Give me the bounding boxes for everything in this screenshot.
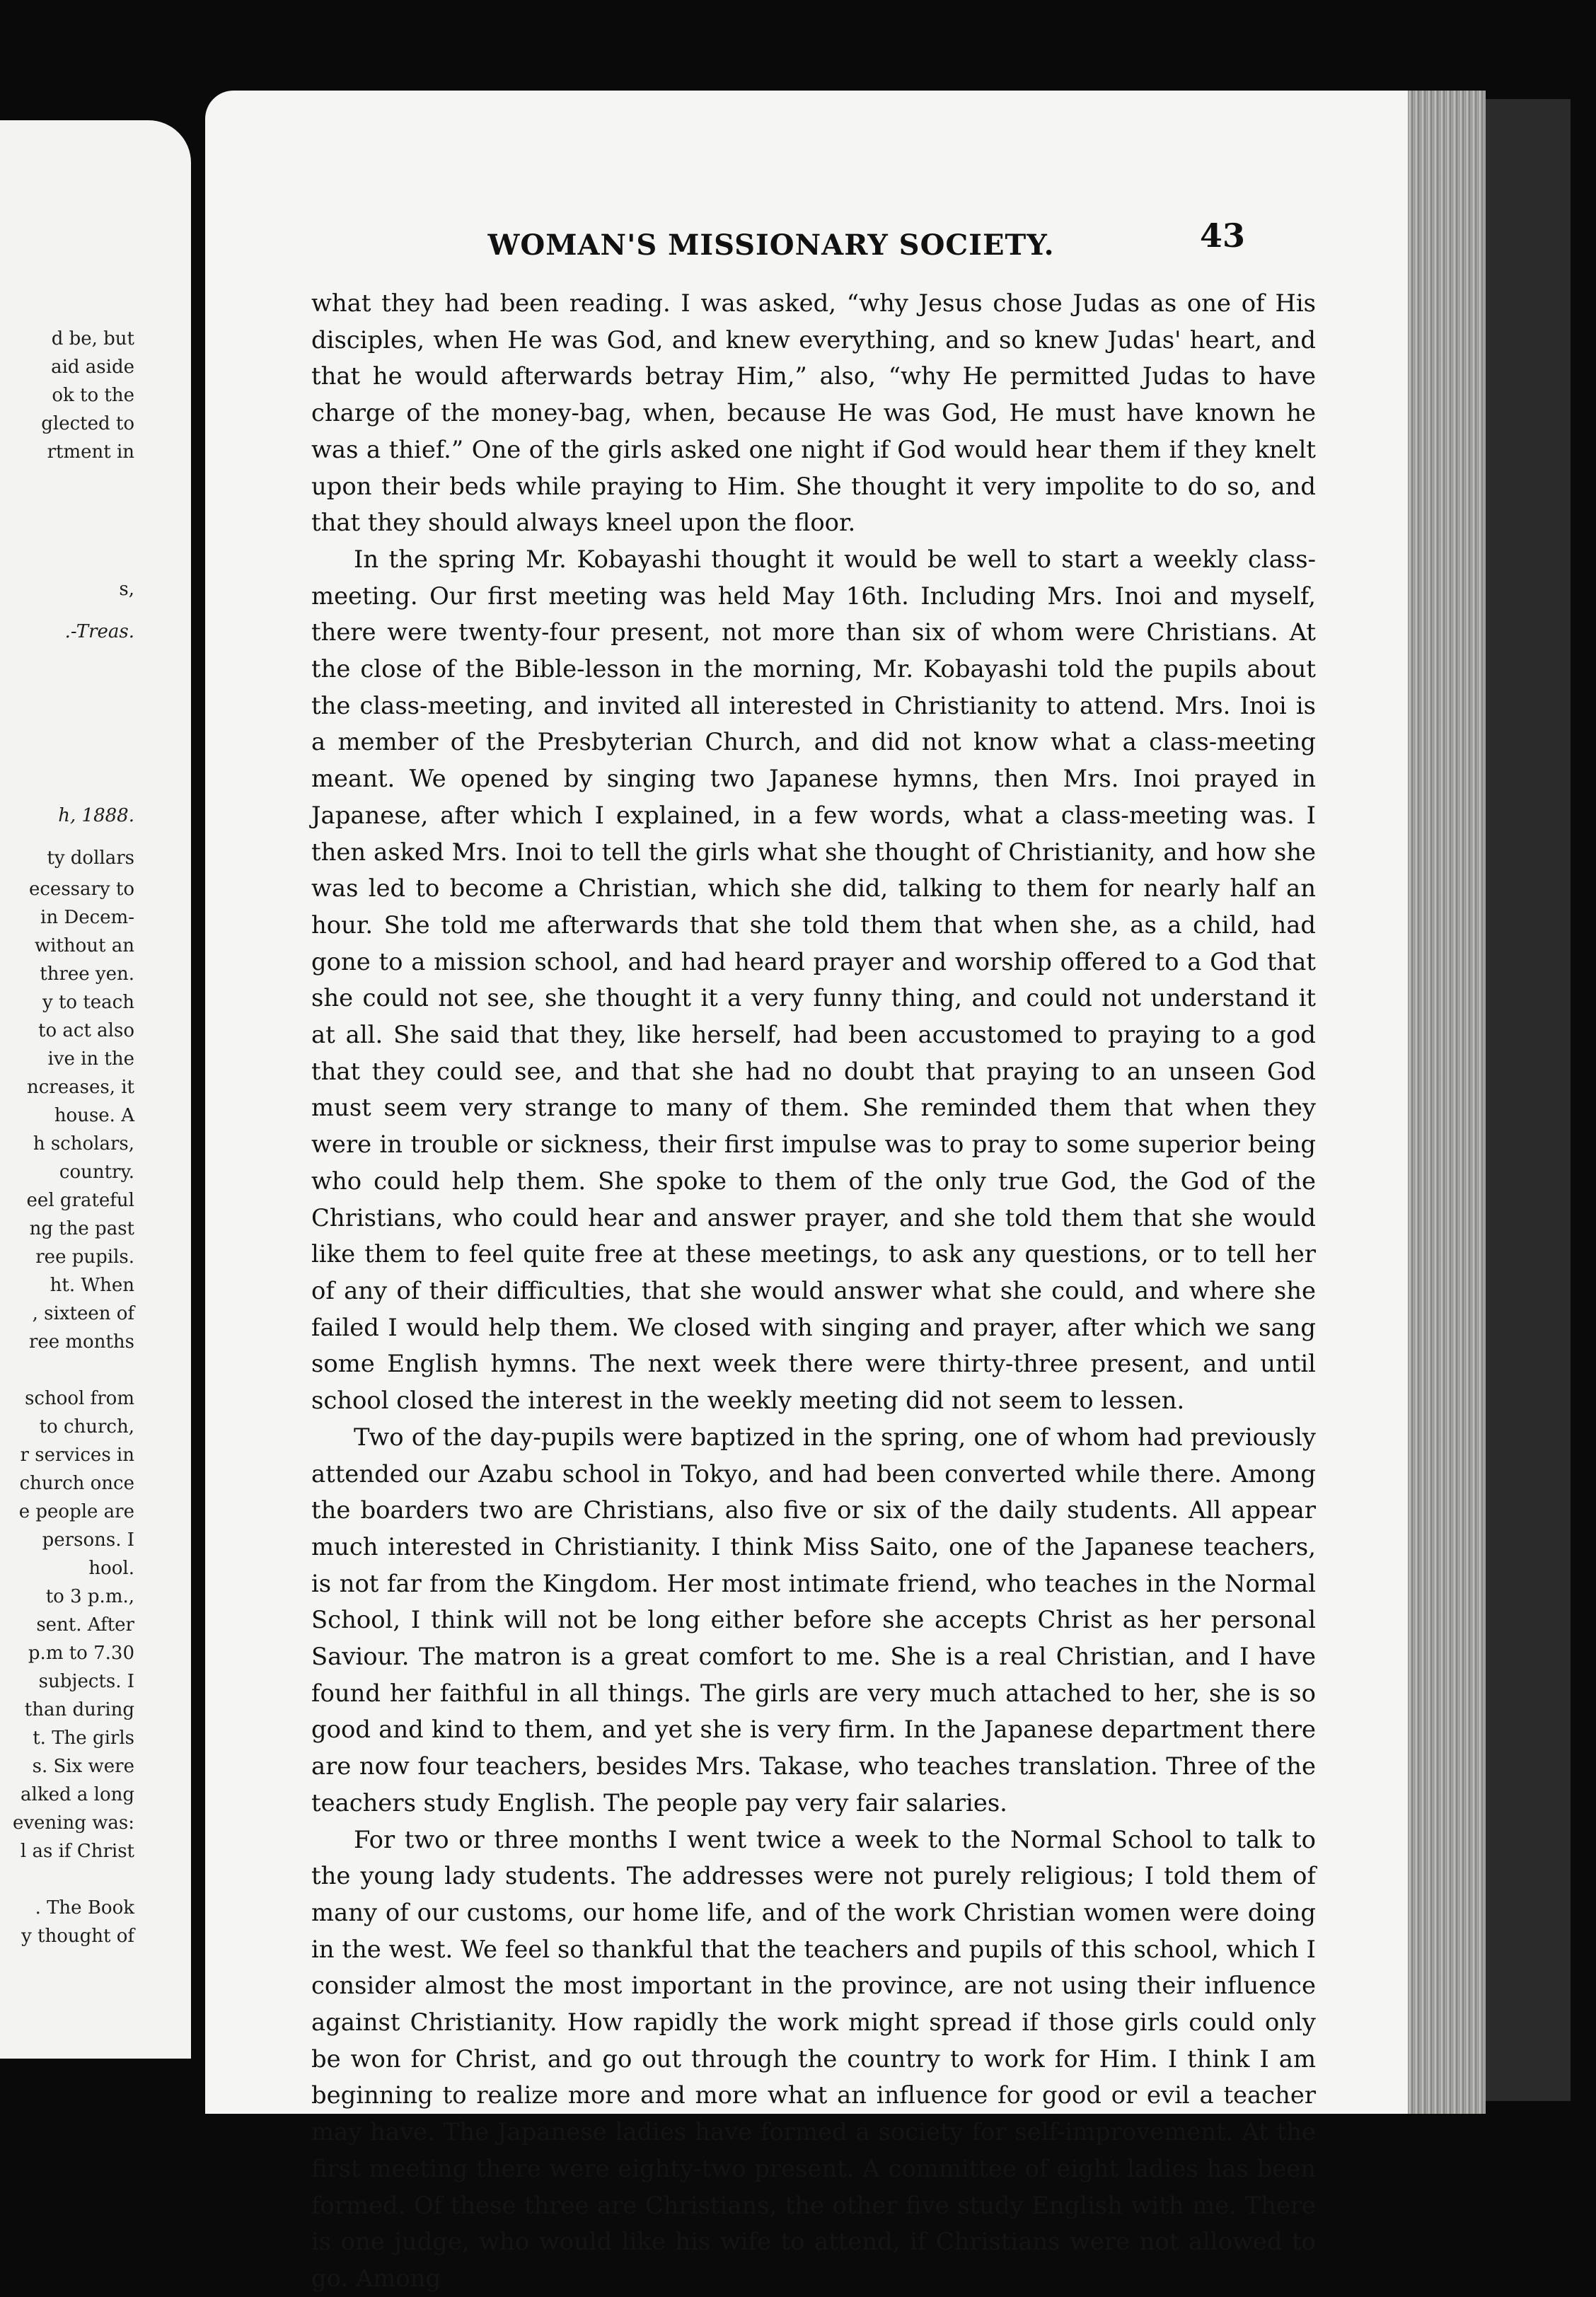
page-number: 43 (1199, 216, 1245, 255)
facing-line: school from (25, 1388, 134, 1409)
body-text (311, 285, 1316, 2297)
paragraph: For two or three months I went twice a week to the Normal School to talk to the young lady students. The addresses were not purely religious; I told them of many of our customs, our home life, and of the work Christian women were doing in the west. We feel so thankful that the teachers and pupils of this school, which I consider almost the most important in the province, are not using their influence against Christianity. How rapidly the work might spread if those girls could only be won for Christ, and go out through the country to work for Him. I think I am beginning to realize more and more what an influence for good or evil a teacher may have. The Japanese ladies have formed a society for self-improvement. At the first meeting there were eighty-two present. A committee of eight ladies has been formed. Of these three are Christians, the other five study English with me. There is one judge, who would like his wife to attend, if Christians were not allowed to go. Among (311, 1825, 1316, 2292)
facing-line: ht. When (50, 1275, 134, 1296)
facing-line: h scholars, (33, 1133, 134, 1155)
facing-line: glected to (41, 413, 134, 434)
facing-line: p.m to 7.30 (28, 1643, 134, 1664)
facing-line: ive in the (47, 1048, 134, 1070)
facing-line: three yen. (40, 964, 134, 985)
paragraph: In the spring Mr. Kobayashi thought it would be well to start a weekly class-meeting. Our first meeting was held May 16th. Including Mrs. Inoi and myself, there were twenty-four present, not more than six of whom were Christians. At the close of the Bible-lesson in the morning, Mr. Kobayashi told the pupils about the class-meeting, and invited all interested in Christianity to attend. Mrs. Inoi is a member of the Presbyterian Church, and did not know what a class-meeting meant. We opened by singing two Japanese hymns, then Mrs. Inoi prayed in Japanese, after which I explained, in a few words, what a class-meeting was. I then asked Mrs. Inoi to tell the girls what she thought of Christianity, and how she was led to become a Christian, which she did, talking to them for nearly half an hour. She told me afterwards that she told them that when she, as a child, had gone to a mission school, and had heard prayer and worship offered to a God that she could not see, she thought it a very funny thing, and could not understand it at all. She said that they, like herself, had been accustomed to praying to a god that they could see, and that she had no doubt that praying to an unseen God must seem very strange to many of them. She reminded them that when they were in trouble or sickness, their first impulse was to pray to some superior being who could help them. She spoke to them of the only true God, the God of the Christians, who could hear and answer prayer, and she told them that she would like them to feel quite free at these meetings, to ask any questions, or to tell her of any of their difficulties, that she would answer what she could, and where she failed I would help them. We closed with singing and prayer, after which we sang some English hymns. The next week there were thirty-three present, and until school closed the interest in the weekly meeting did not seem to lessen. (311, 545, 1316, 1415)
paragraph: what they had been reading. I was asked, “why Jesus chose Judas as one of His disciples, when He was God, and knew everything, and so knew Judas' heart, and that he would afterwards betray Him,” also, “why He permitted Judas to have charge of the money-bag, when, because He was God, He must have known he was a thief.” One of the girls asked one night if God would hear them if they knelt upon their beds while praying to Him. She thought it very impolite to do so, and that they should always kneel upon the floor. (311, 289, 1316, 537)
facing-line: country. (59, 1162, 134, 1183)
running-head: WOMAN'S MISSIONARY SOCIETY. (487, 228, 1055, 262)
paragraph: Two of the day-pupils were baptized in the spring, one of whom had previously attended our Azabu school in Tokyo, and had been converted while there. Among the boarders two are Christians, also five or six of the daily students. All appear much interested in Christianity. I think Miss Saito, one of the Japanese teachers, is not far from the Kingdom. Her most intimate friend, who teaches in the Normal School, I think will not be long either before she accepts Christ as her personal Saviour. The matron is a great comfort to me. She is a real Christian, and I have found her faithful in all things. The girls are very much attached to her, she is so good and kind to them, and yet she is very firm. In the Japanese department there are now four teachers, besides Mrs. Takase, who teaches translation. Three of the teachers study English. The people pay very fair salaries. (311, 1423, 1316, 1817)
facing-line: without an (34, 935, 134, 956)
facing-line: ree pupils. (35, 1246, 134, 1268)
facing-line: y thought of (21, 1926, 134, 1947)
facing-line: h, 1888. (58, 805, 134, 826)
facing-line: alked a long (21, 1784, 134, 1805)
facing-line: s. Six were (32, 1756, 134, 1777)
facing-line: y to teach (42, 992, 134, 1013)
facing-line: , sixteen of (32, 1303, 134, 1324)
facing-line: e people are (18, 1501, 134, 1522)
facing-line: aid aside (51, 357, 134, 378)
book-cover-edge (1486, 99, 1571, 2101)
facing-line: subjects. I (38, 1671, 134, 1692)
facing-line: l as if Christ (20, 1841, 134, 1862)
facing-line: ty dollars (47, 847, 134, 869)
facing-line: to 3 p.m., (45, 1586, 134, 1607)
facing-line: ncreases, it (27, 1077, 134, 1098)
facing-line: ecessary to (28, 879, 134, 900)
facing-line: d be, but (51, 328, 134, 349)
facing-line: evening was: (12, 1812, 134, 1834)
facing-line: eel grateful (26, 1190, 134, 1211)
page-stack-edge (1408, 91, 1486, 2114)
facing-line: t. The girls (33, 1728, 134, 1749)
facing-line: hool. (88, 1558, 134, 1579)
facing-line: . The Book (35, 1897, 134, 1919)
facing-line: s, (119, 579, 134, 600)
facing-line: r services in (20, 1445, 134, 1466)
facing-line: than during (24, 1699, 134, 1720)
facing-line: house. A (54, 1105, 134, 1126)
facing-page-fragment (0, 120, 191, 2059)
facing-line: persons. I (42, 1529, 134, 1551)
facing-line: ng the past (29, 1218, 134, 1239)
facing-line: ree months (28, 1331, 134, 1353)
facing-line: sent. After (36, 1614, 134, 1636)
facing-line: in Decem- (40, 907, 134, 928)
facing-line: church once (19, 1473, 134, 1494)
facing-line: to church, (39, 1416, 134, 1437)
facing-line: rtment in (47, 441, 134, 463)
facing-line: to act also (38, 1020, 134, 1041)
facing-line: .-Treas. (64, 621, 134, 642)
page-43 (205, 91, 1408, 2292)
facing-line: ok to the (52, 385, 134, 406)
